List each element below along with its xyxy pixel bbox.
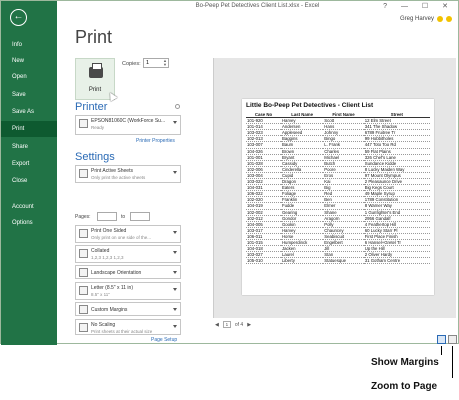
page-count: of 4: [234, 321, 244, 328]
page-title: Print: [75, 27, 113, 47]
window-title: Bo-Peep Pet Detectives Client List.xlsx - Excel: [195, 3, 320, 9]
pages-to-input[interactable]: [130, 212, 150, 221]
table-cell: Seabiscuit: [323, 233, 363, 239]
table-cell: 1 Gunfighter's End: [364, 209, 430, 215]
chevron-down-icon: [173, 308, 177, 311]
table-row: [246, 258, 430, 264]
table-cell: Engelbert: [323, 239, 363, 245]
setting-margins[interactable]: [75, 302, 181, 316]
table-cell: Appleseed: [281, 130, 323, 136]
table-cell: Gookin: [281, 221, 323, 227]
setting-sides[interactable]: [75, 225, 181, 243]
table-cell: Cassidy: [281, 160, 323, 166]
table-cell: 59 Flat Plains: [364, 148, 430, 154]
page-navigator: [215, 321, 251, 328]
copies-stepper[interactable]: [143, 58, 169, 68]
table-cell: Charles: [323, 148, 363, 154]
table-cell: Baggins: [281, 136, 323, 142]
chevron-down-icon: [173, 288, 177, 291]
nav-item-new[interactable]: New: [12, 58, 25, 64]
table-cell: Butch: [323, 160, 363, 166]
table-cell: 102-002: [246, 209, 281, 215]
table-cell: 103-007: [246, 142, 281, 148]
table-cell: L. Frank: [323, 142, 363, 148]
report-title: Little Bo-Peep Pet Detectives - Client List: [246, 102, 374, 109]
table-cell: Baum: [281, 142, 323, 148]
table-cell: Johnny: [323, 130, 363, 136]
table-cell: 4 Feathertop Hill: [364, 221, 430, 227]
table-cell: Bryant: [281, 154, 323, 160]
table-cell: Shane: [323, 209, 363, 215]
info-icon[interactable]: [175, 104, 180, 109]
setting-main-label: Landscape Orientation: [91, 270, 142, 276]
table-cell: Kai: [323, 179, 363, 185]
table-cell: 99 Hobbitholes: [364, 136, 430, 142]
table-cell: 1789 Constitution: [364, 197, 430, 203]
table-cell: 104-005: [246, 221, 281, 227]
table-cell: Ben: [323, 197, 363, 203]
setting-main-label: Print One Sided: [91, 228, 127, 234]
setting-paper-size[interactable]: [75, 282, 181, 300]
table-cell: 101-001: [246, 154, 281, 160]
table-cell: Statuesque: [323, 258, 363, 264]
table-cell: 102-006: [246, 166, 281, 172]
table-cell: Eros: [323, 172, 363, 178]
table-cell: 2956 Gandalf: [364, 215, 430, 221]
setting-main-label: Collated: [91, 248, 110, 254]
printer-dropdown[interactable]: [75, 115, 181, 135]
table-cell: 6789 Fruitree Tr: [364, 130, 430, 136]
table-cell: Up the Hill: [364, 246, 430, 252]
setting-sub-label: Only print the active sheets: [91, 175, 146, 180]
one-sided-icon: [79, 229, 88, 238]
table-cell: Cupid: [281, 172, 323, 178]
table-cell: 101-015: [246, 239, 281, 245]
printer-status: Ready: [91, 125, 105, 130]
table-cell: Franklin: [281, 197, 323, 203]
nav-item-account[interactable]: Account: [12, 204, 34, 210]
table-cell: Polly: [323, 221, 363, 227]
setting-main-label: Custom Margins: [91, 307, 128, 313]
copies-value: 1: [146, 60, 150, 66]
table-cell: 31 Gotham Centre: [364, 258, 430, 264]
table-cell: Bingo: [323, 136, 363, 142]
sheet-icon: [79, 169, 88, 178]
table-cell: Foliage: [281, 191, 323, 197]
printer-name: EPSON81060C (WorkForce Su...: [91, 118, 166, 124]
nav-item-options[interactable]: Options: [12, 220, 33, 226]
table-cell: 102-012: [246, 215, 281, 221]
pages-to-label: to: [121, 214, 126, 220]
setting-orientation[interactable]: [75, 265, 181, 279]
table-cell: Gearing: [281, 209, 323, 215]
printer-properties-link[interactable]: Printer Properties: [136, 138, 175, 144]
print-button-label: Print: [88, 87, 102, 93]
margins-icon: [79, 305, 88, 314]
table-cell: Hans: [323, 124, 363, 130]
table-cell: Big Kegs Court: [364, 185, 430, 191]
table-cell: 106-022: [246, 191, 281, 197]
table-cell: Cinderella: [281, 166, 323, 172]
table-cell: 8 Warner Way: [364, 203, 430, 209]
table-cell: First Place Finish: [364, 233, 430, 239]
table-cell: Gondor: [281, 215, 323, 221]
setting-sub-label: Only print on one side of the...: [91, 235, 152, 240]
chevron-down-icon: [173, 121, 177, 124]
setting-main-label: No Scaling: [91, 322, 116, 328]
client-table: [246, 112, 430, 264]
preview-page: [242, 99, 434, 295]
table-cell: Brown: [281, 148, 323, 154]
table-cell: 2 Oliver Hardy: [364, 252, 430, 258]
show-margins-button[interactable]: [437, 335, 446, 344]
landscape-icon: [79, 268, 88, 277]
table-cell: 101-014: [246, 124, 281, 130]
column-header: Last Name: [281, 112, 323, 118]
nav-item-share[interactable]: Share: [12, 144, 29, 150]
table-cell: 447 Toto Too Rd: [364, 142, 430, 148]
title-bar: [57, 1, 458, 15]
zoom-to-page-callout-line: [452, 346, 453, 378]
chevron-down-icon: [173, 271, 177, 274]
zoom-to-page-button[interactable]: [448, 335, 457, 344]
backstage-nav: [1, 1, 57, 345]
table-cell: 102-020: [246, 197, 281, 203]
column-header: Street: [364, 112, 430, 118]
table-cell: 103-004: [246, 172, 281, 178]
scaling-icon: [79, 323, 88, 332]
table-cell: Jacken: [281, 246, 323, 252]
table-cell: 12 Elm Street: [364, 118, 430, 124]
table-cell: Harvey: [281, 118, 323, 124]
table-cell: 97 Mount Olympus: [364, 172, 430, 178]
pages-from-input[interactable]: [97, 212, 117, 221]
nav-item-save[interactable]: Save: [12, 92, 26, 98]
table-cell: Horse: [281, 233, 323, 239]
prev-page-icon[interactable]: ◀: [215, 321, 219, 328]
table-cell: 60 Lucky Starr Pl: [364, 227, 430, 233]
setting-collation[interactable]: [75, 245, 181, 263]
table-cell: 326 Chef's Lane: [364, 154, 430, 160]
setting-main-label: Print Active Sheets: [91, 168, 133, 174]
copies-label: Copies:: [122, 61, 141, 67]
chevron-down-icon: [173, 231, 177, 234]
current-page-input[interactable]: 1: [223, 321, 231, 328]
table-cell: Dragon: [281, 179, 323, 185]
column-header: First Name: [323, 112, 363, 118]
chevron-down-icon: [173, 251, 177, 254]
table-cell: Michael: [323, 154, 363, 160]
show-margins-callout: Show Margins: [371, 357, 439, 368]
table-cell: 101-920: [246, 118, 281, 124]
page-setup-link[interactable]: Page Setup: [151, 337, 178, 343]
table-cell: 6 Hansel+Gretel Tr: [364, 239, 430, 245]
settings-section-heading: Settings: [75, 151, 115, 163]
setting-print-what[interactable]: [75, 165, 181, 183]
table-cell: Stan: [323, 252, 363, 258]
table-cell: Laurel: [281, 252, 323, 258]
table-cell: 104-026: [246, 148, 281, 154]
table-cell: 106-011: [246, 233, 281, 239]
nav-item-close[interactable]: Close: [12, 178, 28, 184]
table-cell: 105-010: [246, 258, 281, 264]
table-cell: Harvey: [281, 227, 323, 233]
nav-item-info[interactable]: Info: [12, 42, 23, 48]
nav-item-print[interactable]: Print: [1, 121, 57, 137]
table-cell: 2 Pleasaunce Drive: [364, 179, 430, 185]
window-controls[interactable]: ? — ☐ ✕: [383, 3, 454, 10]
table-cell: Red: [323, 191, 363, 197]
spin-arrows-icon[interactable]: ▲ ▼: [163, 58, 167, 67]
print-preview-pane: [213, 58, 456, 318]
table-cell: 104-018: [246, 246, 281, 252]
table-cell: Jill: [323, 246, 363, 252]
user-account[interactable]: [400, 16, 452, 22]
setting-sub-label: Print sheets at their actual size: [91, 329, 153, 334]
setting-main-label: Letter (8.5" x 11 in): [91, 285, 133, 291]
table-cell: 103-022: [246, 179, 281, 185]
table-cell: 103-027: [246, 252, 281, 258]
nav-item-export[interactable]: Export: [12, 161, 30, 167]
setting-sub-label: 8.5" x 11": [91, 292, 110, 297]
frown-feedback-icon[interactable]: [446, 16, 452, 22]
table-cell: Humperdinck: [281, 239, 323, 245]
table-cell: Chauncey: [323, 227, 363, 233]
back-arrow-icon[interactable]: ←: [10, 9, 27, 26]
collate-icon: [79, 249, 88, 258]
table-cell: 49 Maple Syrup: [364, 191, 430, 197]
table-cell: Sundance Kidde: [364, 160, 430, 166]
table-cell: Eaters: [281, 185, 323, 191]
paper-icon: [79, 286, 88, 295]
table-cell: 104-031: [246, 185, 281, 191]
table-cell: Scott: [323, 118, 363, 124]
table-cell: Poore: [323, 166, 363, 172]
table-cell: 8 Lucky Maiden Way: [364, 166, 430, 172]
table-cell: 102-013: [246, 136, 281, 142]
table-cell: 103-023: [246, 130, 281, 136]
pages-label: Pages:: [75, 214, 91, 220]
nav-item-save-as[interactable]: Save As: [12, 109, 35, 115]
printer-icon: [89, 67, 103, 78]
table-cell: 104-019: [246, 203, 281, 209]
chevron-down-icon: [173, 325, 177, 328]
chevron-down-icon: [173, 171, 177, 174]
table-cell: Andersen: [281, 124, 323, 130]
smile-feedback-icon[interactable]: [437, 16, 443, 22]
printer-small-icon: [79, 119, 88, 128]
show-margins-callout-line: [441, 346, 442, 355]
table-cell: Liberty: [281, 258, 323, 264]
zoom-to-page-callout: Zoom to Page: [371, 381, 438, 392]
table-cell: Aragorn: [323, 215, 363, 221]
next-page-icon[interactable]: ▶: [247, 321, 252, 328]
column-header: Case No: [246, 112, 281, 118]
table-cell: Big: [323, 185, 363, 191]
printer-section-heading: Printer: [75, 101, 108, 113]
table-cell: 101-028: [246, 160, 281, 166]
table-cell: 341 The Shadow: [364, 124, 430, 130]
table-cell: Elmer: [323, 203, 363, 209]
nav-item-open[interactable]: Open: [12, 74, 27, 80]
setting-sub-label: 1,2,3 1,2,3 1,2,3: [91, 255, 124, 260]
user-name: Greg Harvey: [399, 16, 434, 22]
table-cell: 103-017: [246, 227, 281, 233]
setting-scaling[interactable]: [75, 319, 181, 335]
table-cell: Fudde: [281, 203, 323, 209]
